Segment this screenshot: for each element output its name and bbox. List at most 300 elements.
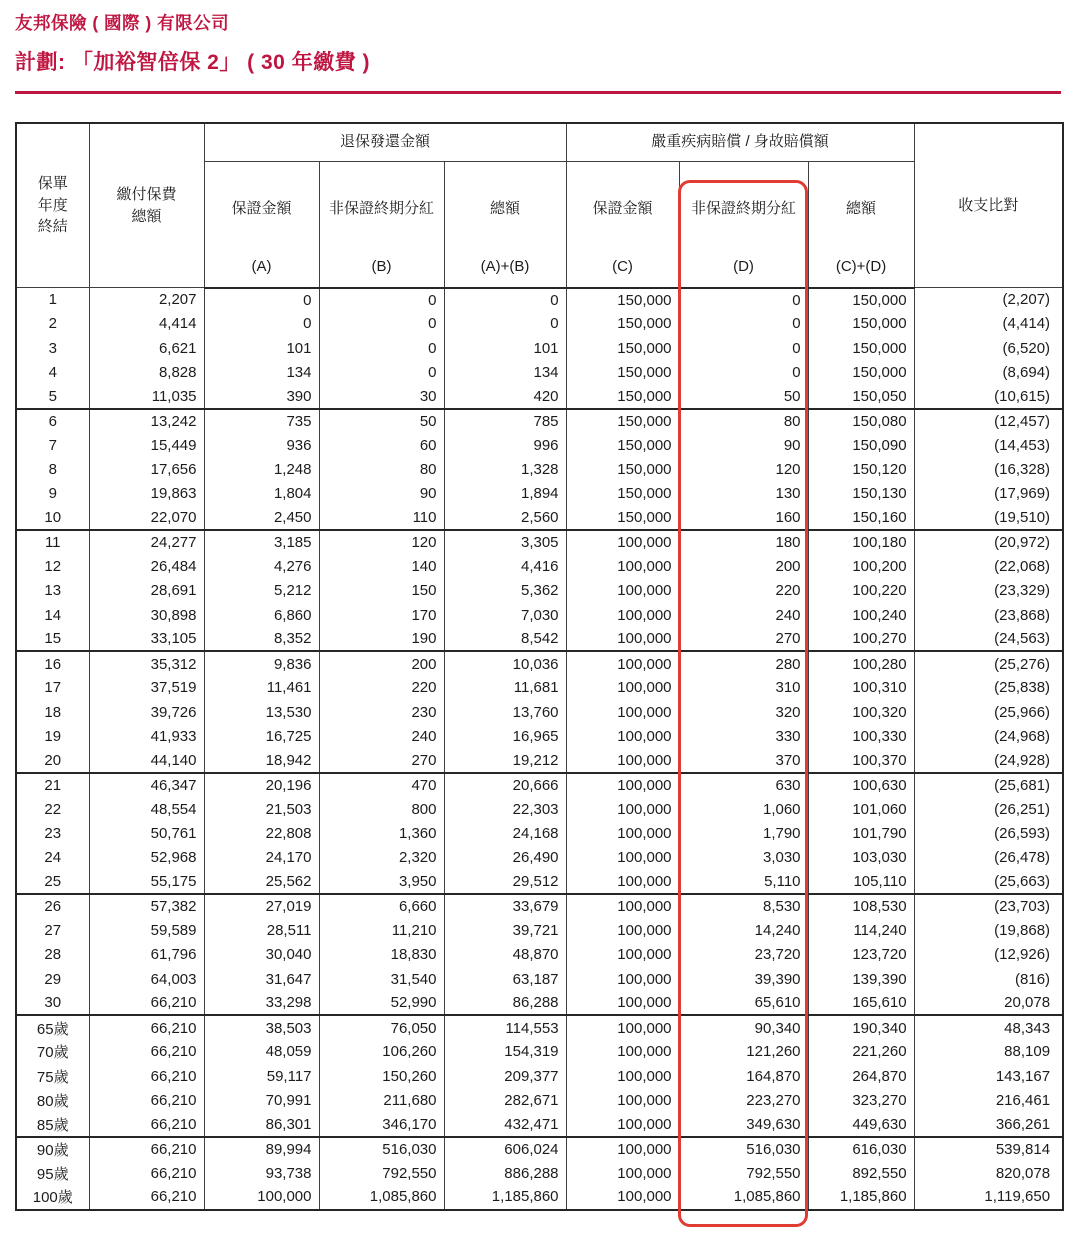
- sub-col-code: (B): [371, 257, 392, 275]
- value-cell: 100,310: [808, 676, 914, 700]
- value-cell: 66,210: [89, 1113, 204, 1137]
- table-row: [16, 1137, 1063, 1161]
- value-cell: 20,196: [204, 773, 319, 797]
- table-row: [16, 579, 1063, 603]
- value-cell: 150,120: [808, 457, 914, 481]
- sub-col-name: 保證金額: [231, 199, 292, 217]
- value-cell: 130: [679, 482, 808, 506]
- value-cell: 70,991: [204, 1088, 319, 1112]
- value-cell: 100,000: [566, 943, 679, 967]
- value-cell: 1,185,860: [444, 1185, 566, 1209]
- value-cell: (25,966): [914, 700, 1063, 724]
- policy-year-cell: 23: [16, 821, 89, 845]
- value-cell: 420: [444, 385, 566, 409]
- value-cell: 2,450: [204, 506, 319, 530]
- value-cell: (23,703): [914, 894, 1063, 918]
- value-cell: (25,681): [914, 773, 1063, 797]
- value-cell: 100,000: [566, 1161, 679, 1185]
- value-cell: 120: [679, 457, 808, 481]
- value-cell: 66,210: [89, 1161, 204, 1185]
- value-cell: 270: [319, 749, 444, 773]
- value-cell: 3,185: [204, 530, 319, 554]
- policy-year-cell: 6: [16, 409, 89, 433]
- value-cell: 121,260: [679, 1040, 808, 1064]
- value-cell: 19,212: [444, 749, 566, 773]
- value-cell: 150,130: [808, 482, 914, 506]
- value-cell: 63,187: [444, 967, 566, 991]
- value-cell: 143,167: [914, 1064, 1063, 1088]
- value-cell: 160: [679, 506, 808, 530]
- value-cell: 100,000: [566, 1088, 679, 1112]
- value-cell: 432,471: [444, 1113, 566, 1137]
- value-cell: 1,085,860: [319, 1185, 444, 1209]
- value-cell: 33,679: [444, 894, 566, 918]
- value-cell: 100,240: [808, 603, 914, 627]
- value-cell: 150,080: [808, 409, 914, 433]
- table-row: [16, 1113, 1063, 1137]
- value-cell: 123,720: [808, 943, 914, 967]
- value-cell: (24,928): [914, 749, 1063, 773]
- value-cell: (26,251): [914, 797, 1063, 821]
- value-cell: 86,288: [444, 991, 566, 1015]
- value-cell: 4,276: [204, 554, 319, 578]
- policy-year-cell: 1: [16, 288, 89, 312]
- value-cell: (17,969): [914, 482, 1063, 506]
- value-cell: 31,540: [319, 967, 444, 991]
- value-cell: (24,563): [914, 627, 1063, 651]
- value-cell: 180: [679, 530, 808, 554]
- table-row: [16, 651, 1063, 675]
- value-cell: 320: [679, 700, 808, 724]
- value-cell: 37,519: [89, 676, 204, 700]
- policy-year-cell: 5: [16, 385, 89, 409]
- table-row: [16, 918, 1063, 942]
- value-cell: 134: [204, 360, 319, 384]
- value-cell: 150,000: [566, 409, 679, 433]
- value-cell: 13,242: [89, 409, 204, 433]
- policy-year-cell: 17: [16, 676, 89, 700]
- value-cell: 240: [319, 724, 444, 748]
- value-cell: 39,726: [89, 700, 204, 724]
- policy-year-cell: 27: [16, 918, 89, 942]
- value-cell: 101: [204, 336, 319, 360]
- value-cell: 0: [679, 288, 808, 312]
- policy-year-cell: 100歲: [16, 1185, 89, 1209]
- value-cell: 100,000: [566, 627, 679, 651]
- value-cell: 150,000: [808, 360, 914, 384]
- table-row: [16, 724, 1063, 748]
- value-cell: 470: [319, 773, 444, 797]
- value-cell: 150,050: [808, 385, 914, 409]
- value-cell: 220: [679, 579, 808, 603]
- table-row: [16, 773, 1063, 797]
- value-cell: 33,298: [204, 991, 319, 1015]
- table-row: [16, 385, 1063, 409]
- value-cell: 1,119,650: [914, 1185, 1063, 1209]
- value-cell: 66,210: [89, 991, 204, 1015]
- value-cell: 0: [679, 336, 808, 360]
- value-cell: 140: [319, 554, 444, 578]
- value-cell: 48,870: [444, 943, 566, 967]
- table-row: [16, 482, 1063, 506]
- value-cell: 346,170: [319, 1113, 444, 1137]
- value-cell: 66,210: [89, 1185, 204, 1209]
- table-row: [16, 894, 1063, 918]
- value-cell: 100,000: [566, 773, 679, 797]
- value-cell: (816): [914, 967, 1063, 991]
- value-cell: 785: [444, 409, 566, 433]
- value-cell: 100,000: [566, 1185, 679, 1209]
- value-cell: 11,035: [89, 385, 204, 409]
- value-cell: 100,000: [566, 1113, 679, 1137]
- value-cell: 22,303: [444, 797, 566, 821]
- value-cell: 100,000: [566, 821, 679, 845]
- policy-year-cell: 90歲: [16, 1137, 89, 1161]
- value-cell: 190,340: [808, 1015, 914, 1039]
- table-row: [16, 991, 1063, 1015]
- value-cell: 100,000: [566, 676, 679, 700]
- value-cell: 1,894: [444, 482, 566, 506]
- policy-year-cell: 20: [16, 749, 89, 773]
- value-cell: (16,328): [914, 457, 1063, 481]
- value-cell: 221,260: [808, 1040, 914, 1064]
- value-cell: 90,340: [679, 1015, 808, 1039]
- value-cell: 1,328: [444, 457, 566, 481]
- value-cell: 46,347: [89, 773, 204, 797]
- value-cell: 28,691: [89, 579, 204, 603]
- value-cell: 20,666: [444, 773, 566, 797]
- value-cell: 61,796: [89, 943, 204, 967]
- value-cell: 539,814: [914, 1137, 1063, 1161]
- value-cell: 200: [319, 651, 444, 675]
- value-cell: 93,738: [204, 1161, 319, 1185]
- value-cell: 100,630: [808, 773, 914, 797]
- value-cell: 1,804: [204, 482, 319, 506]
- value-cell: 0: [204, 312, 319, 336]
- col-header-nonguaranteed-b: [319, 161, 444, 288]
- value-cell: 24,168: [444, 821, 566, 845]
- policy-year-cell: 10: [16, 506, 89, 530]
- value-cell: 100,000: [566, 1040, 679, 1064]
- value-cell: 10,036: [444, 651, 566, 675]
- value-cell: 8,530: [679, 894, 808, 918]
- policy-year-cell: 24: [16, 846, 89, 870]
- value-cell: 89,994: [204, 1137, 319, 1161]
- value-cell: 209,377: [444, 1064, 566, 1088]
- table-row: [16, 530, 1063, 554]
- value-cell: (19,510): [914, 506, 1063, 530]
- value-cell: 100,000: [566, 797, 679, 821]
- policy-year-cell: 3: [16, 336, 89, 360]
- value-cell: 280: [679, 651, 808, 675]
- value-cell: 20,078: [914, 991, 1063, 1015]
- value-cell: 86,301: [204, 1113, 319, 1137]
- value-cell: (10,615): [914, 385, 1063, 409]
- table-row: [16, 749, 1063, 773]
- value-cell: 892,550: [808, 1161, 914, 1185]
- value-cell: 240: [679, 603, 808, 627]
- col-header-policy-year: [16, 123, 89, 288]
- group-header-surrender-value: 退保發還金額: [204, 123, 566, 161]
- sub-col-code: (A)+(B): [480, 257, 530, 275]
- value-cell: 100,000: [204, 1185, 319, 1209]
- value-cell: 164,870: [679, 1064, 808, 1088]
- value-cell: 100,000: [566, 991, 679, 1015]
- value-cell: 150,000: [566, 433, 679, 457]
- value-cell: 90: [679, 433, 808, 457]
- table-row: [16, 967, 1063, 991]
- value-cell: 150,000: [566, 457, 679, 481]
- value-cell: 150,000: [808, 336, 914, 360]
- policy-year-cell: 2: [16, 312, 89, 336]
- value-cell: 310: [679, 676, 808, 700]
- value-cell: 2,560: [444, 506, 566, 530]
- value-cell: 3,950: [319, 870, 444, 894]
- value-cell: 1,085,860: [679, 1185, 808, 1209]
- value-cell: 735: [204, 409, 319, 433]
- value-cell: 11,461: [204, 676, 319, 700]
- value-cell: 0: [319, 360, 444, 384]
- value-cell: 200: [679, 554, 808, 578]
- value-cell: (23,868): [914, 603, 1063, 627]
- value-cell: 60: [319, 433, 444, 457]
- value-cell: 103,030: [808, 846, 914, 870]
- value-cell: 150,000: [808, 288, 914, 312]
- value-cell: (8,694): [914, 360, 1063, 384]
- value-cell: 100,000: [566, 554, 679, 578]
- value-cell: 105,110: [808, 870, 914, 894]
- policy-year-cell: 80歲: [16, 1088, 89, 1112]
- value-cell: 150: [319, 579, 444, 603]
- col-header-net-comparison: 收支比對: [914, 123, 1063, 288]
- policy-year-line: 年度: [37, 196, 68, 214]
- value-cell: 100,220: [808, 579, 914, 603]
- value-cell: 101: [444, 336, 566, 360]
- value-cell: 0: [679, 312, 808, 336]
- value-cell: 516,030: [319, 1137, 444, 1161]
- value-cell: 19,863: [89, 482, 204, 506]
- value-cell: (25,838): [914, 676, 1063, 700]
- value-cell: 100,000: [566, 603, 679, 627]
- value-cell: 100,000: [566, 749, 679, 773]
- value-cell: 66,210: [89, 1064, 204, 1088]
- value-cell: 64,003: [89, 967, 204, 991]
- value-cell: (14,453): [914, 433, 1063, 457]
- value-cell: (26,593): [914, 821, 1063, 845]
- value-cell: 30: [319, 385, 444, 409]
- value-cell: 150,090: [808, 433, 914, 457]
- value-cell: 39,721: [444, 918, 566, 942]
- table-row: [16, 457, 1063, 481]
- policy-year-cell: 7: [16, 433, 89, 457]
- table-row: [16, 1185, 1063, 1209]
- value-cell: 66,210: [89, 1137, 204, 1161]
- value-cell: 50,761: [89, 821, 204, 845]
- value-cell: 57,382: [89, 894, 204, 918]
- table-row: [16, 1064, 1063, 1088]
- value-cell: 59,117: [204, 1064, 319, 1088]
- value-cell: 30,898: [89, 603, 204, 627]
- value-cell: 4,416: [444, 554, 566, 578]
- value-cell: 100,280: [808, 651, 914, 675]
- value-cell: 100,000: [566, 1015, 679, 1039]
- value-cell: 0: [679, 360, 808, 384]
- value-cell: 100,000: [566, 724, 679, 748]
- table-row: [16, 1015, 1063, 1039]
- value-cell: 223,270: [679, 1088, 808, 1112]
- value-cell: 0: [444, 288, 566, 312]
- value-cell: (22,068): [914, 554, 1063, 578]
- policy-year-cell: 18: [16, 700, 89, 724]
- value-cell: 1,360: [319, 821, 444, 845]
- value-cell: 18,942: [204, 749, 319, 773]
- value-cell: 100,000: [566, 651, 679, 675]
- value-cell: 100,000: [566, 1137, 679, 1161]
- value-cell: 0: [319, 336, 444, 360]
- policy-year-cell: 9: [16, 482, 89, 506]
- value-cell: 16,965: [444, 724, 566, 748]
- value-cell: 0: [444, 312, 566, 336]
- group-header-ci-death-benefit: 嚴重疾病賠償 / 身故賠償額: [566, 123, 914, 161]
- table-row: [16, 797, 1063, 821]
- value-cell: 100,000: [566, 967, 679, 991]
- value-cell: 216,461: [914, 1088, 1063, 1112]
- policy-year-cell: 21: [16, 773, 89, 797]
- policy-year-cell: 19: [16, 724, 89, 748]
- value-cell: 48,059: [204, 1040, 319, 1064]
- value-cell: 820,078: [914, 1161, 1063, 1185]
- value-cell: 100,180: [808, 530, 914, 554]
- value-cell: 13,530: [204, 700, 319, 724]
- table-row: [16, 312, 1063, 336]
- value-cell: 18,830: [319, 943, 444, 967]
- table-row: [16, 1161, 1063, 1185]
- col-header-total-cd: [808, 161, 914, 288]
- value-cell: 100,000: [566, 530, 679, 554]
- value-cell: 14,240: [679, 918, 808, 942]
- plan-title: 計劃: 「加裕智倍保 2」 ( 30 年繳費 ): [15, 51, 371, 74]
- value-cell: 139,390: [808, 967, 914, 991]
- value-cell: 230: [319, 700, 444, 724]
- value-cell: 29,512: [444, 870, 566, 894]
- value-cell: 792,550: [319, 1161, 444, 1185]
- value-cell: 0: [319, 312, 444, 336]
- table-row: [16, 554, 1063, 578]
- table-row: [16, 603, 1063, 627]
- value-cell: 80: [319, 457, 444, 481]
- value-cell: 52,968: [89, 846, 204, 870]
- value-cell: 24,170: [204, 846, 319, 870]
- value-cell: (12,926): [914, 943, 1063, 967]
- table-row: [16, 700, 1063, 724]
- value-cell: (2,207): [914, 288, 1063, 312]
- policy-year-cell: 15: [16, 627, 89, 651]
- value-cell: 2,207: [89, 288, 204, 312]
- table-row: [16, 1040, 1063, 1064]
- col-header-guaranteed-a: [204, 161, 319, 288]
- value-cell: 3,030: [679, 846, 808, 870]
- value-cell: 13,760: [444, 700, 566, 724]
- value-cell: 100,200: [808, 554, 914, 578]
- value-cell: 114,553: [444, 1015, 566, 1039]
- value-cell: 0: [319, 288, 444, 312]
- value-cell: 120: [319, 530, 444, 554]
- value-cell: 100,000: [566, 700, 679, 724]
- value-cell: 270: [679, 627, 808, 651]
- policy-year-cell: 28: [16, 943, 89, 967]
- value-cell: 800: [319, 797, 444, 821]
- value-cell: 516,030: [679, 1137, 808, 1161]
- value-cell: 264,870: [808, 1064, 914, 1088]
- value-cell: 33,105: [89, 627, 204, 651]
- value-cell: 6,621: [89, 336, 204, 360]
- value-cell: 134: [444, 360, 566, 384]
- value-cell: 792,550: [679, 1161, 808, 1185]
- col-header-nonguaranteed-d: [679, 161, 808, 288]
- value-cell: 5,362: [444, 579, 566, 603]
- table-row: [16, 288, 1063, 312]
- value-cell: 100,000: [566, 894, 679, 918]
- value-cell: 100,000: [566, 846, 679, 870]
- value-cell: 100,330: [808, 724, 914, 748]
- header-divider: [15, 91, 1061, 94]
- value-cell: 100,000: [566, 870, 679, 894]
- table-row: [16, 360, 1063, 384]
- value-cell: 220: [319, 676, 444, 700]
- value-cell: 165,610: [808, 991, 914, 1015]
- value-cell: 3,305: [444, 530, 566, 554]
- policy-year-cell: 14: [16, 603, 89, 627]
- value-cell: 606,024: [444, 1137, 566, 1161]
- value-cell: 150,000: [566, 336, 679, 360]
- value-cell: (26,478): [914, 846, 1063, 870]
- value-cell: 66,210: [89, 1040, 204, 1064]
- sub-col-code: (A): [251, 257, 272, 275]
- table-row: [16, 433, 1063, 457]
- value-cell: 39,390: [679, 967, 808, 991]
- value-cell: 150,000: [566, 360, 679, 384]
- value-cell: 5,110: [679, 870, 808, 894]
- value-cell: 6,660: [319, 894, 444, 918]
- value-cell: 330: [679, 724, 808, 748]
- table-row: [16, 943, 1063, 967]
- value-cell: 66,210: [89, 1088, 204, 1112]
- value-cell: 106,260: [319, 1040, 444, 1064]
- value-cell: 150,260: [319, 1064, 444, 1088]
- value-cell: 66,210: [89, 1015, 204, 1039]
- value-cell: 28,511: [204, 918, 319, 942]
- value-cell: 8,542: [444, 627, 566, 651]
- value-cell: 150,000: [566, 482, 679, 506]
- value-cell: 8,828: [89, 360, 204, 384]
- value-cell: 44,140: [89, 749, 204, 773]
- sub-col-code: (C): [612, 257, 633, 275]
- value-cell: 282,671: [444, 1088, 566, 1112]
- policy-year-cell: 22: [16, 797, 89, 821]
- value-cell: 23,720: [679, 943, 808, 967]
- policy-year-cell: 16: [16, 651, 89, 675]
- value-cell: 150,160: [808, 506, 914, 530]
- table-row: [16, 676, 1063, 700]
- value-cell: 100,000: [566, 1064, 679, 1088]
- value-cell: 88,109: [914, 1040, 1063, 1064]
- value-cell: (6,520): [914, 336, 1063, 360]
- value-cell: 50: [679, 385, 808, 409]
- policy-year-cell: 65歲: [16, 1015, 89, 1039]
- value-cell: 100,270: [808, 627, 914, 651]
- value-cell: 449,630: [808, 1113, 914, 1137]
- policy-year-cell: 30: [16, 991, 89, 1015]
